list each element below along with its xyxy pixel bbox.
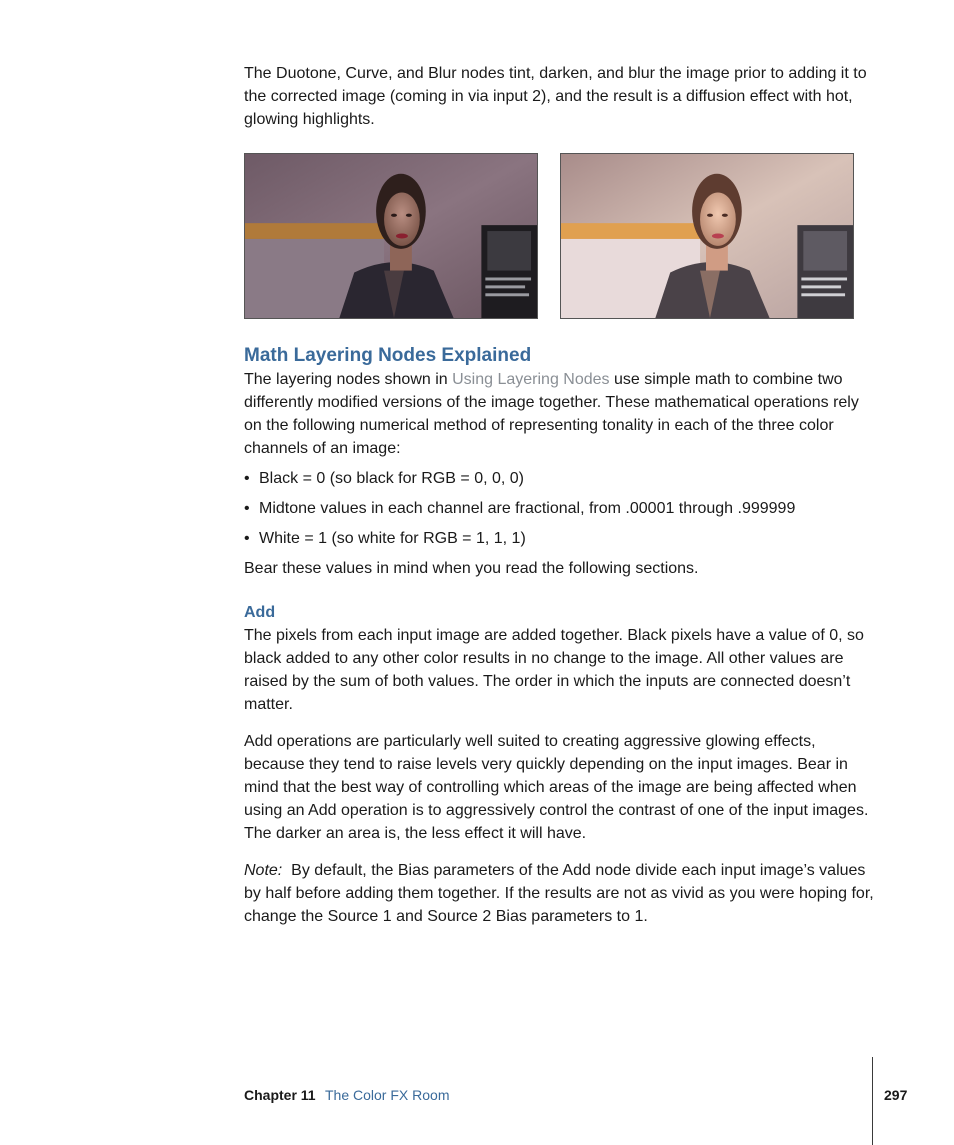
note-text: By default, the Bias parameters of the Add node divide each input image’s values by half before adding them together. If the results are not as vivid as you were hoping for, change the Source 1 and Source 2 Bias parameters to 1. [244,862,874,925]
list-item-text: White = 1 (so white for RGB = 1, 1, 1) [259,530,526,547]
bullet-icon: • [244,530,250,547]
add-heading: Add [244,604,276,621]
section-heading: Math Layering Nodes Explained [244,345,532,366]
list-item-text: Midtone values in each channel are fractional, from .00001 through .999999 [259,500,796,517]
bullet-icon: • [244,500,250,517]
closing-paragraph: Bear these values in mind when you read the following sections. [244,560,699,577]
note-paragraph [244,859,876,928]
list-item [244,467,876,490]
add-paragraph-2: Add operations are particularly well suited to creating aggressive glowing effects, because they tend to raise levels very quickly depending on the input images. Bear in mind that the best way of controlling which areas of the image are being affected when using an Add operation is to aggressively control the contrast of one of the input images. The darker an area is, the less effect it will have. [244,733,869,842]
add-section [244,602,876,928]
section-intro-paragraph [244,368,876,460]
woman-portrait-image [245,154,537,318]
add-paragraph-1: The pixels from each input image are added together. Black pixels have a value of 0, so black added to any other color results in no change to the image. All other values are raised by the sum of both values. The order in which the inputs are connected doesn’t matter. [244,627,864,713]
list-item [244,527,876,550]
intro-block [244,62,876,131]
page-number: 297 [884,1087,908,1103]
note-label: Note: [244,862,283,879]
list-item-text: Black = 0 (so black for RGB = 0, 0, 0) [259,470,524,487]
bullet-icon: • [244,470,250,487]
photo-original [244,153,538,319]
math-layering-section [244,344,876,580]
footer-chapter-title[interactable]: The Color FX Room [325,1087,450,1103]
list-item [244,497,876,520]
tonality-bullet-list [244,467,876,550]
paragraph-text-start: The layering nodes shown in [244,371,453,388]
paragraph-text-end: use simple math to combine two differently modified versions of the image together. These mathematical operations rely on the following numerical method of representing tonality in each of the three color channels of an image: [244,371,859,457]
footer-divider [872,1057,873,1145]
woman-portrait-glow-image [561,154,853,318]
using-layering-nodes-link[interactable]: Using Layering Nodes [452,371,610,388]
intro-paragraph: The Duotone, Curve, and Blur nodes tint, darken, and blur the image prior to adding it to the corrected image (coming in via input 2), and the result is a diffusion effect with hot, glowing highlights. [244,65,867,128]
footer-chapter-label: Chapter 11 [244,1087,316,1103]
photo-glow-result [560,153,854,319]
